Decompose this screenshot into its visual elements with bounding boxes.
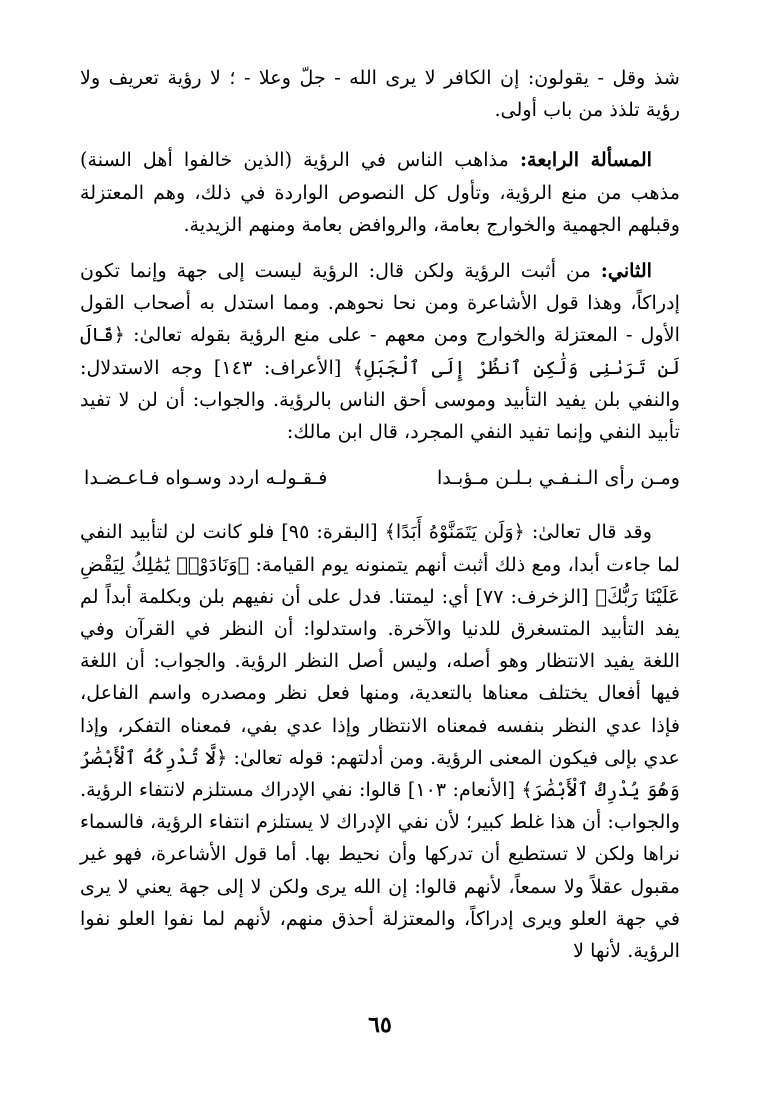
poetry-verse xyxy=(80,462,680,494)
paragraph-5-text-b: [البقرة: ٩٥] فلو كانت لن لتأبيد النفي لما جاءت أبدا، ومع ذلك أثبت أنهم يتمنونه يوم القيامة: xyxy=(80,520,680,576)
paragraph-5-text-c: [الزخرف: ٧٧] أي: ليمتنا. فدل على أن نفيهم بلن وبكلمة أبداً لم يفد التأبيد المتسغرق للدنيا والآخرة. واستدلوا: أن النظر في القرآن وفي اللغة يفيد الانتظار وهو أصله، وليس أصل النظر الرؤية. والجواب: أن اللغة فيها أفعال يختلف معناها بالتعدية، ومنها فعل نظر ومصدره واسم الفاعل، فإذا عدي النظر بنفسه فمعناه الانتظار وإذا عدي بفي، فمعناه التفكر، وإذا عدي بإلى فيكون المعنى الرؤية. ومن أدلتهم: قوله تعالىٰ: xyxy=(80,584,680,769)
quran-verse-araf: ﴿قَالَ لَن تَرَىٰنِى وَلَٰكِنِ ٱنظُرْ إِلَى ٱلْجَبَلِ﴾ xyxy=(80,323,680,379)
quran-verse-baqara: ﴿وَلَن يَتَمَنَّوْهُ أَبَدًا﴾ xyxy=(384,520,525,544)
section-heading-4th-issue: المسألة الرابعة: xyxy=(519,148,653,172)
quran-verse-zukhruf: ﴿وَنَادَوْا۟ يَٰمَٰلِكُ لِيَقْضِ عَلَيْنَا رَبُّكَ﴾ xyxy=(80,552,680,608)
paragraph-second-text-b: [الأعراف: ١٤٣] وجه الاستدلال: والنفي بلن يفيد التأبيد وموسى أحق الناس بالرؤية. والجواب: أن لن لا تفيد تأبيد النفي وإنما تفيد النفي المجرد، قال ابن مالك: xyxy=(80,355,680,444)
paragraph-5-text-a: وقد قال تعالىٰ: xyxy=(524,520,652,544)
paragraph-second-text-a: من أثبت الرؤية ولكن قال: الرؤية ليست إلى جهة وإنما تكون إدراكاً، وهذا قول الأشاعرة ومن نحا نحوهم. ومما استدل به أصحاب القول الأول - المعتزلة والخوارج ومن معهم - على منع الرؤية بقوله تعالىٰ: xyxy=(80,259,680,347)
paragraph-1 xyxy=(80,62,680,126)
paragraph-4th-issue-text: مذاهب الناس في الرؤية (الذين خالفوا أهل السنة) مذهب من منع الرؤية، وتأول كل النصوص الواردة في ذلك، وهم المعتزلة وقبلهم الجهمية والخوارج بعامة، والروافض بعامة ومنهم الزيدية. xyxy=(80,148,680,236)
page-number: ٦٥ xyxy=(368,1012,392,1038)
quran-verse-anam: ﴿لَّا تُدْرِكُهُ ٱلْأَبْصَٰرُ وَهُوَ يُدْرِكُ ٱلْأَبْصَٰرَ﴾ xyxy=(80,745,680,802)
verse-second-hemistich: فـقـولـه اردد وسـواه فـاعـضـدا xyxy=(84,466,328,490)
paragraph-1-text: شذ وقل - يقولون: إن الكافر لا يرى الله - جلّ وعلا - ؛ لا رؤية تعريف ولا رؤية تلذذ من باب أولى. xyxy=(80,66,680,122)
paragraph-4th-issue xyxy=(80,144,680,241)
paragraph-second xyxy=(80,255,680,448)
verse-first-hemistich: ومـن رأى الـنـفـي بـلـن مـؤبـدا xyxy=(436,466,680,490)
paragraph-5 xyxy=(80,516,680,967)
paragraph-5-text-d: [الأنعام: ١٠٣] قالوا: نفي الإدراك مستلزم لانتفاء الرؤية. والجواب: أن هذا غلط كبير؛ لأن نفي الإدراك لا يستلزم انتفاء الرؤية، فالسماء نراها ولكن لا تستطيع أن تدركها وأن نحيط بها. أما قول الأشاعرة، فهو غير مقبول عقلاً ولا سمعاً، لأنهم قالوا: إن الله يرى ولكن لا إلى جهة يعني لا يرى في جهة العلو ويرى إدراكاً، والمعتزلة أحذق منهم، لأنهم لما نفوا العلو نفوا الرؤية. لأنها لا xyxy=(80,778,680,963)
section-heading-second: الثاني: xyxy=(600,259,652,283)
main-text xyxy=(80,62,680,967)
